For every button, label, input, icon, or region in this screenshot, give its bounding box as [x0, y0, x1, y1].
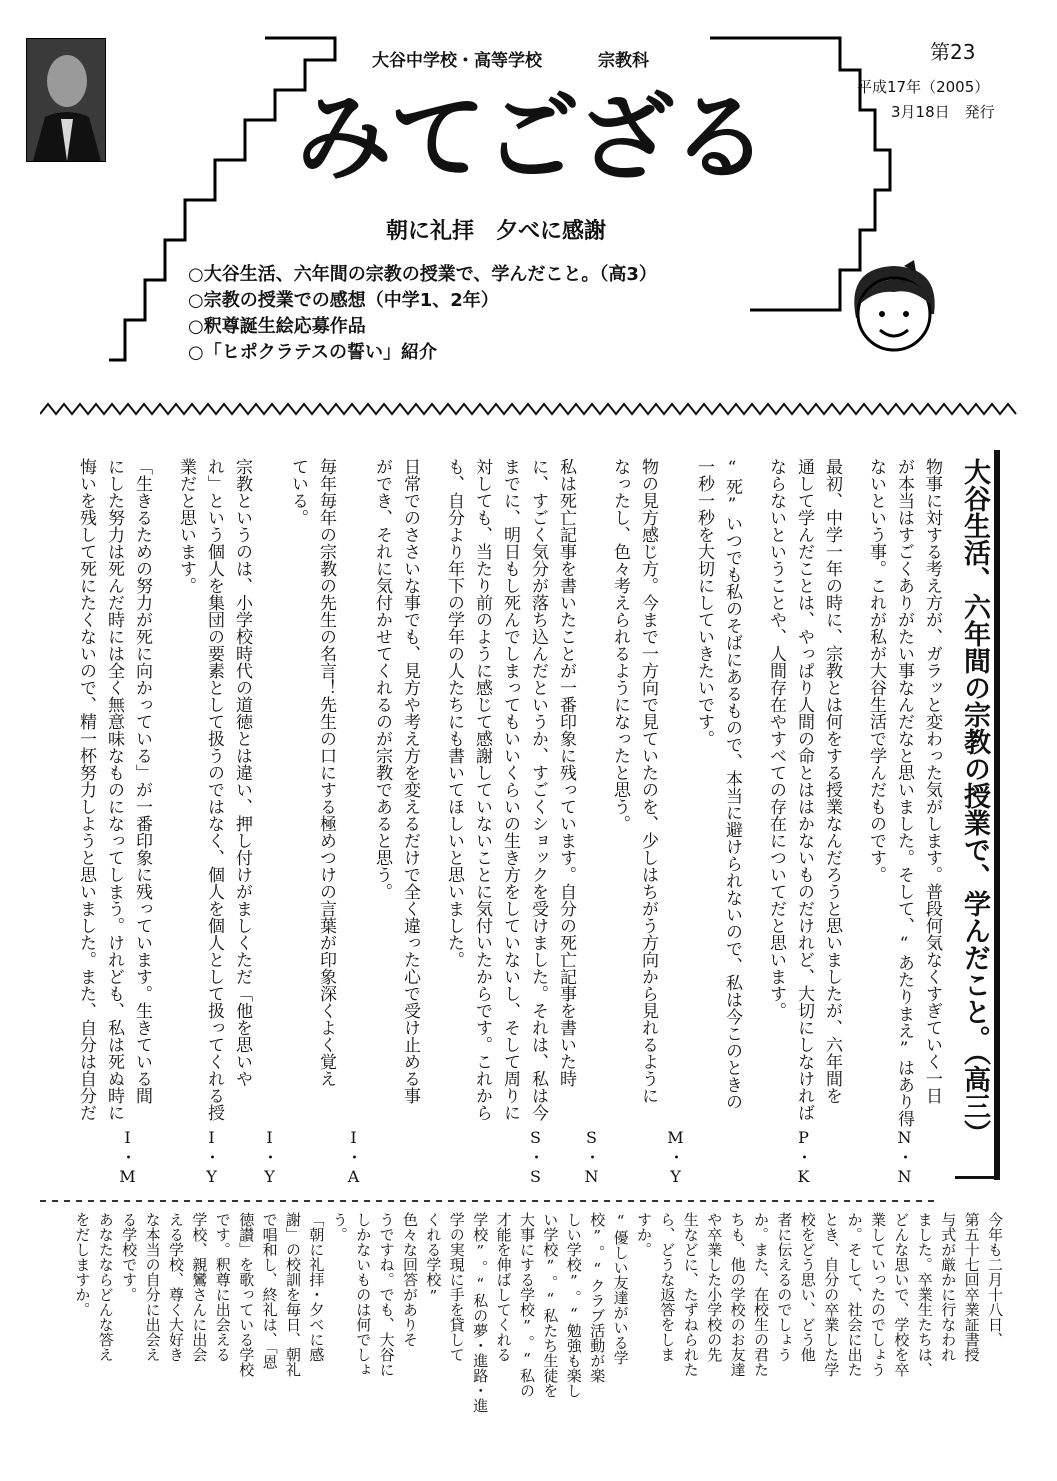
essay-line: までに、明日もし死んでしまってもいいくらいの生き方をしていないし、そして周りに [500, 458, 520, 1121]
school-name: 大谷中学校・高等学校 [372, 51, 542, 71]
essay-author: P・K [794, 1128, 813, 1188]
section-divider [40, 1200, 940, 1202]
essay-line: 物事に対する考え方が、ガラッと変わった気がします。普段何気なくすぎていく一日 [922, 458, 942, 1104]
essay-line: 物の見方感じ方。今まで一方向で見ていたのを、少しはちがう方向から見れるように [638, 458, 658, 1104]
closing-essay-line: です。釈尊に出会える [213, 1212, 232, 1362]
section-divider [40, 400, 1020, 418]
essay-line: ないという事。これが私が大谷生活で学んだものです。 [866, 458, 886, 883]
closing-essay-line: 者に伝えるのでしょう [775, 1212, 794, 1362]
closing-essay-line: で唱和し、終礼は、「恩 [260, 1212, 279, 1370]
school-motto: 朝に礼拝 夕べに感謝 [386, 219, 607, 244]
closing-essay-line: うですね。でも、大谷に [377, 1212, 396, 1377]
closing-essay-line: 大事にする学校”。“私の [518, 1212, 536, 1398]
closing-essay-line: ら、どうな返答をしま [658, 1212, 677, 1362]
essay-line: ている。 [288, 458, 308, 526]
closing-essay-line: な本当の自分に出会え [143, 1212, 162, 1362]
essay-author: I・A [344, 1128, 363, 1188]
essay-line: にした努力は死んだ時には全く無意味なものになってしまう。けれども、私は死ぬ時に [104, 458, 124, 1121]
closing-essay-line: か。そして、社会に出た [845, 1212, 864, 1377]
issue-number: 第23 [930, 40, 976, 64]
smiley-girl-illustration [842, 258, 946, 358]
essay-line: も、自分より年下の学年の人たちにも書いてほしいと思いました。 [444, 458, 464, 968]
essay-line: 宗教というのは、小学校時代の道徳とは違い、押し付けがましくただ「他を思いや [232, 458, 252, 1087]
closing-essay-line: 謝」の校訓を毎日、朝礼 [284, 1212, 302, 1377]
closing-essay-line: 学の実現に手を貸して [447, 1212, 466, 1362]
toc-item: ○釈尊誕生絵応募作品 [188, 316, 366, 337]
essay-line: 日常でのささいな事でも、見方や考え方を変えるだけで全く違った心で受け止める事 [400, 458, 420, 1104]
essay-line: なったし、色々考えられるようになったと思う。 [610, 458, 630, 832]
essay-line: ができ、それに気付かせてくれるのが宗教であると思う。 [372, 458, 392, 900]
closing-essay-line: あなたならどんな答え [96, 1212, 115, 1362]
closing-essay-line: や卒業した小学校の先 [705, 1212, 724, 1362]
essay-author: S・N [582, 1128, 601, 1188]
essay-line: 毎年毎年の宗教の先生の名言！先生の口にする極めつけの言葉が印象深くよく覚え [316, 458, 336, 1087]
toc-item: ○大谷生活、六年間の宗教の授業で、学んだこと。（高3） [188, 264, 657, 285]
closing-essay-line: 業していったのでしょう [869, 1212, 887, 1377]
essay-line: 「生きるための努力が死に向かっている」が一番印象に残っています。生きている間 [132, 458, 152, 1104]
essay-line: 一秒一秒を大切にしていきたいです。 [694, 458, 714, 747]
essay-author: I・Y [202, 1128, 221, 1188]
newsletter-title: みてござる [296, 81, 766, 194]
closing-essay-line: 才能を伸ばしてくれる [494, 1212, 513, 1362]
essay-line: 対しても、当たり前のように感じて感謝していないことに気付いたからです。これから [472, 458, 492, 1121]
closing-essay-line: 徳讃」を歌っている学校 [237, 1212, 256, 1377]
closing-essay-line: 校”。“クラブ活動が楽 [588, 1212, 607, 1383]
closing-essay-line: か。また、在校生の君た [752, 1212, 770, 1377]
toc-item: ○「ヒポクラテスの誓い」紹介 [188, 342, 437, 363]
closing-essay-line: ました。卒業生たちは、 [915, 1212, 934, 1377]
essay-line: 業だと思います。 [176, 458, 196, 594]
closing-essay-line: くれる学校” [424, 1212, 443, 1305]
closing-essay-line: る学校です。 [120, 1212, 139, 1302]
essay-author: S・S [526, 1128, 545, 1188]
essay-line: 悔いを残して死にたくないので、精一杯努力しようと思いました。また、自分は自分だ [76, 458, 96, 1121]
toc-item: ○宗教の授業での感想（中学1、2年） [188, 290, 499, 311]
closing-essay-line: 学校、親鸞さんに出会 [190, 1212, 209, 1362]
essay-line: 通して学んだことは、やっぱり人間の命とははかないものだけれど、大切にしなければ [794, 458, 814, 1121]
closing-essay-line: しい学校”。“勉強も楽し [564, 1212, 583, 1398]
essay-line: “死”いつでも私のそばにあるもので、本当に避けられないので、私は今このときの [722, 458, 742, 1110]
closing-essay-line: 今年も二月十八日、 [986, 1212, 1004, 1347]
closing-essay-line: 校をどう思い、どう他 [798, 1212, 817, 1362]
closing-essay-line: う。 [330, 1212, 349, 1242]
issue-era-date: 平成17年（2005） [857, 78, 990, 96]
essay-author: I・M [118, 1128, 137, 1188]
feature-title: 大谷生活、六年間の宗教の授業で、学んだこと。（高三） [959, 458, 990, 1147]
closing-essay-line: をだしますか。 [73, 1212, 92, 1317]
essay-line: 最初、中学一年の時に、宗教とは何をする授業なんだろうと思いましたが、六年間を [822, 458, 842, 1104]
closing-essay-line: い学校”。“私たち生徒を [541, 1212, 560, 1398]
department-name: 宗教科 [598, 51, 649, 71]
closing-essay-line: 与式が厳かに行なわれ [939, 1212, 958, 1362]
closing-essay-line: 第五十七回卒業証書授 [962, 1212, 981, 1362]
essay-author: I・Y [260, 1128, 279, 1188]
essay-line: ならないということや、人間存在やすべての存在についてだと思います。 [766, 458, 786, 1019]
essay-line: に、すごく気分が落ち込んだというか、すごくショックを受けました。それは、私は今 [528, 458, 548, 1121]
feature-title-rule [994, 450, 1000, 1180]
closing-essay-line: 「朝に礼拝・夕べに感 [307, 1212, 326, 1362]
table-of-contents [188, 262, 657, 366]
closing-essay-line: しかないものは何でしょ [354, 1212, 373, 1377]
closing-essay-line: える学校、尊く大好き [167, 1212, 185, 1362]
essay-author: N・N [895, 1128, 914, 1188]
essay-line: れ」という個人を集団の要素として扱うのではなく、個人を個人として扱ってくれる授 [204, 458, 224, 1121]
essay-line: が本当はすごくありがたい事なんだなと思いました。そして、“あたりまえ”はあり得 [894, 458, 914, 1127]
essay-line: 私は死亡記事を書いたことが一番印象に残っています。自分の死亡記事を書いた時 [556, 458, 576, 1087]
closing-essay-line: すか。 [635, 1212, 653, 1257]
closing-essay-line: 学校”。“私の夢・進路・進 [471, 1212, 490, 1413]
closing-essay-line: ちも、他の学校のお友達 [728, 1212, 747, 1377]
publish-date: 3月18日 発行 [891, 103, 995, 121]
closing-essay-line: 色々な回答がありそ [401, 1212, 419, 1347]
founder-portrait [26, 38, 106, 162]
essay-author: M・Y [666, 1128, 685, 1188]
closing-essay-line: “優しい友達がいる学 [611, 1212, 630, 1365]
closing-essay-line: どんな思いで、学校を卒 [892, 1212, 911, 1377]
closing-essay-line: とき、自分の卒業した学 [822, 1212, 841, 1377]
closing-essay-line: 生などに、たずねられた [681, 1212, 700, 1377]
